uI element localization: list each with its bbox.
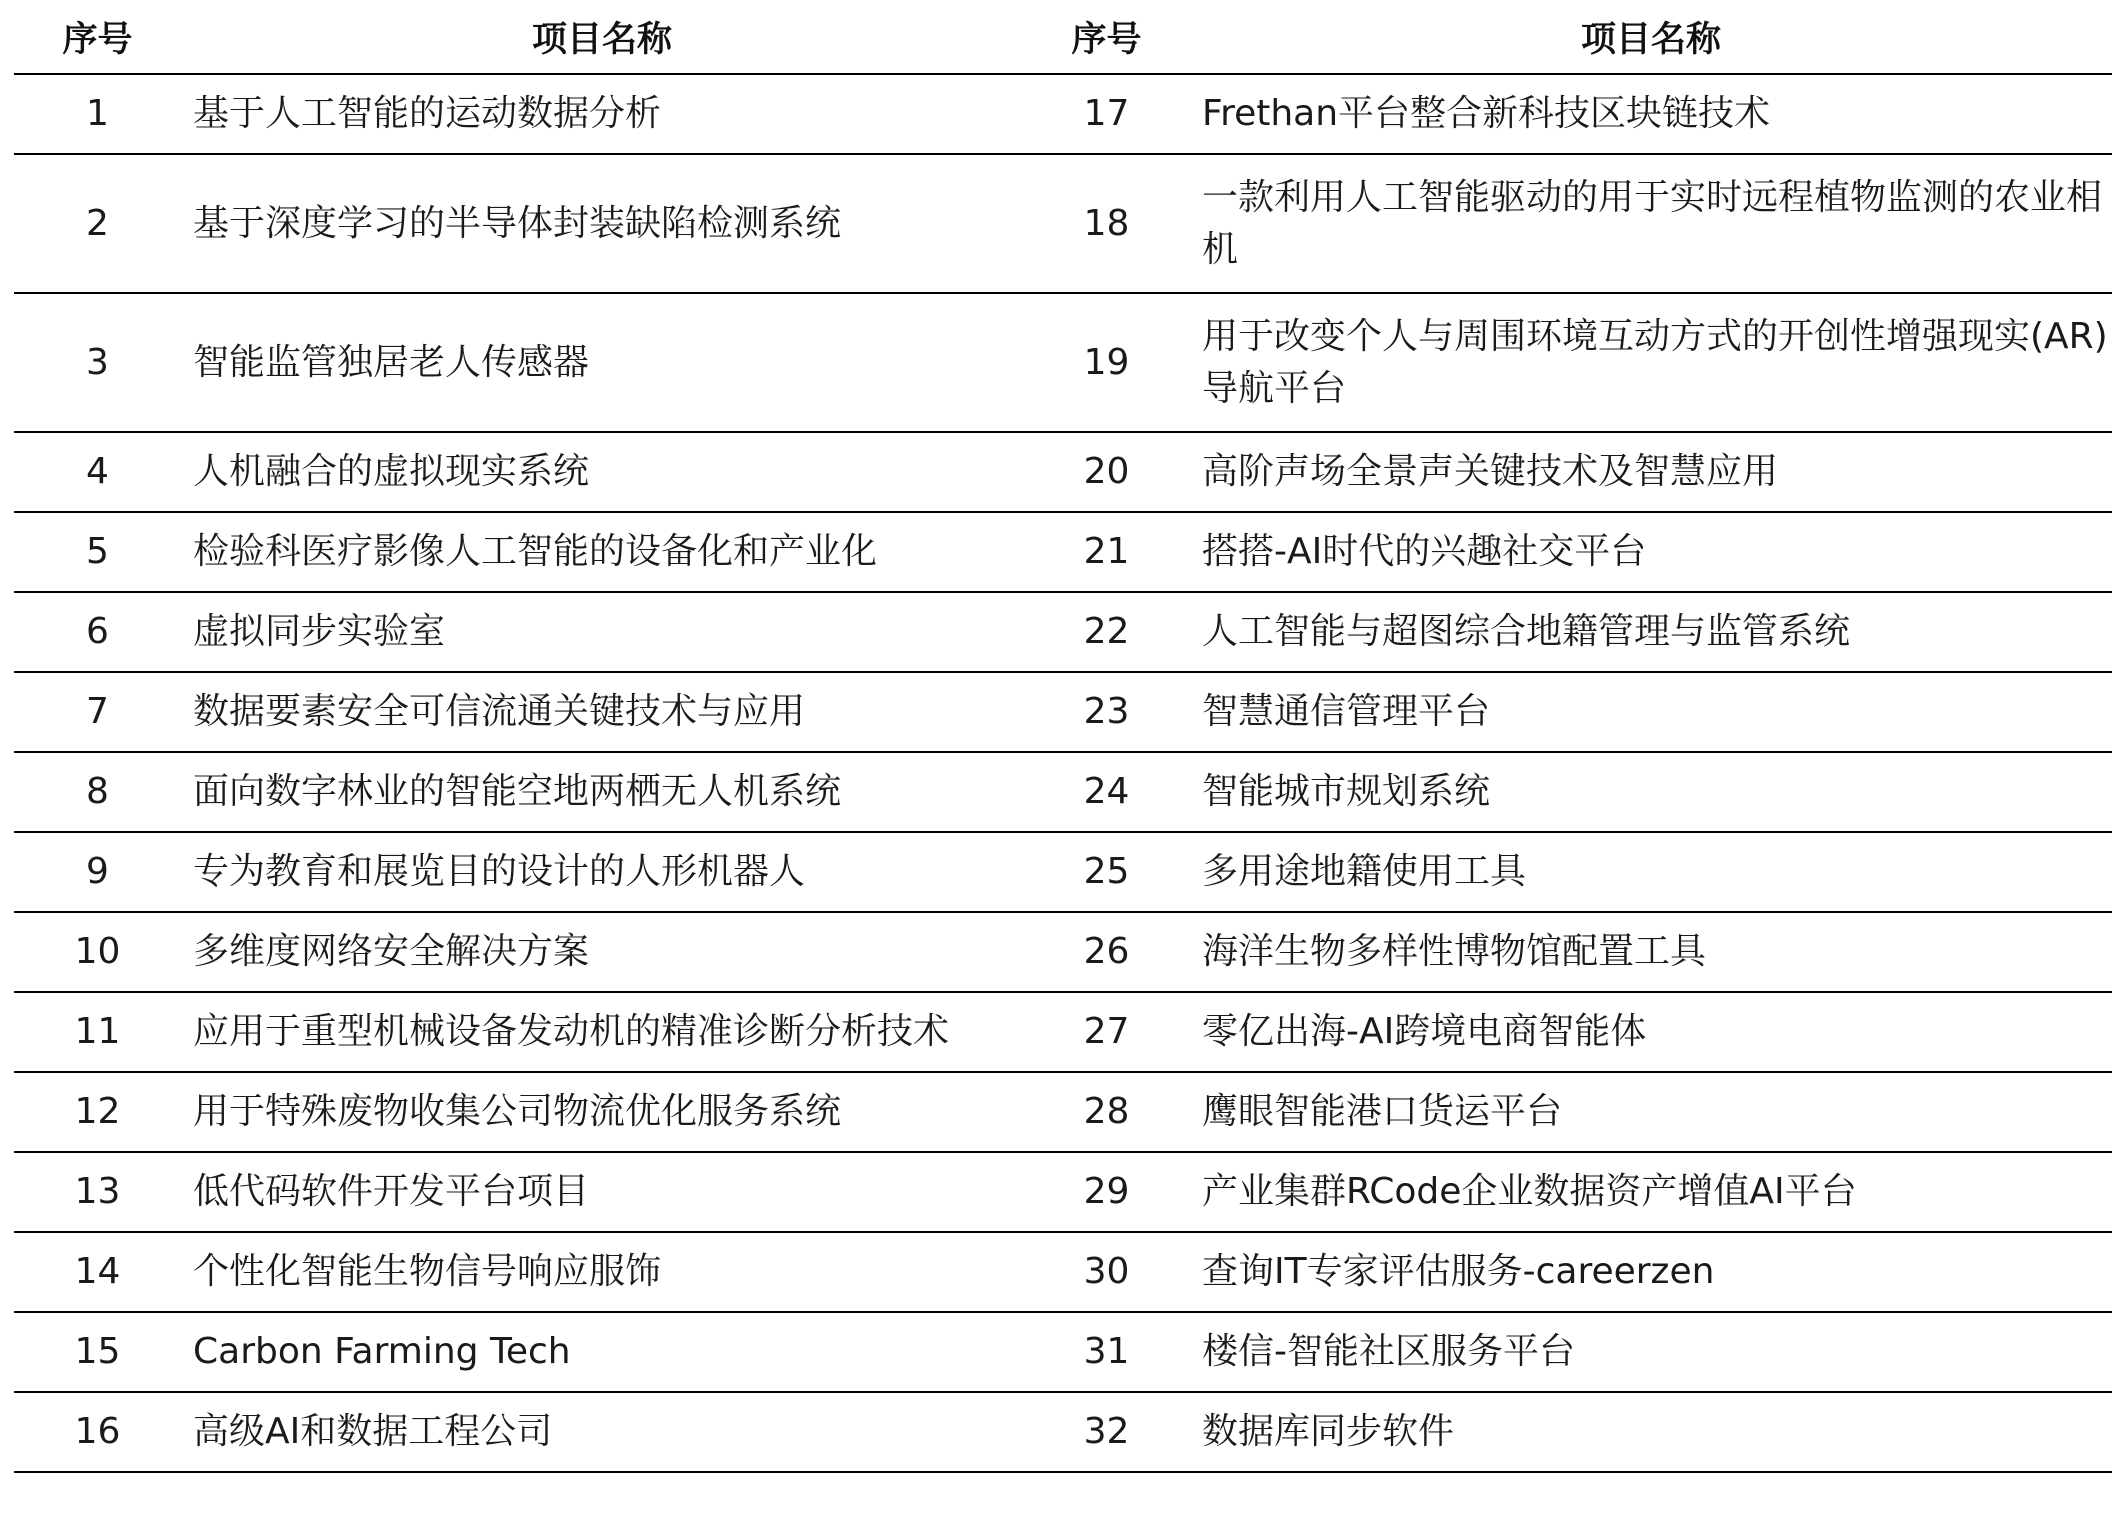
row-num-right: 23	[1023, 672, 1190, 752]
row-name-right: 数据库同步软件	[1190, 1392, 2112, 1472]
row-num-left: 4	[14, 432, 181, 512]
row-name-right: 一款利用人工智能驱动的用于实时远程植物监测的农业相机	[1190, 154, 2112, 293]
row-num-right: 31	[1023, 1312, 1190, 1392]
header-name-right: 项目名称	[1190, 0, 2112, 74]
row-name-right: 产业集群RCode企业数据资产增值AI平台	[1190, 1152, 2112, 1232]
row-name-left: 用于特殊废物收集公司物流优化服务系统	[181, 1072, 1023, 1152]
row-name-left: 智能监管独居老人传感器	[181, 293, 1023, 432]
row-name-left: 高级AI和数据工程公司	[181, 1392, 1023, 1472]
row-num-left: 13	[14, 1152, 181, 1232]
row-num-right: 30	[1023, 1232, 1190, 1312]
row-name-right: 楼信-智能社区服务平台	[1190, 1312, 2112, 1392]
row-name-left: 数据要素安全可信流通关键技术与应用	[181, 672, 1023, 752]
row-name-right: 搭搭-AI时代的兴趣社交平台	[1190, 512, 2112, 592]
table-row	[14, 74, 2112, 154]
row-name-left: 多维度网络安全解决方案	[181, 912, 1023, 992]
table-row	[14, 1312, 2112, 1392]
row-name-left: 基于人工智能的运动数据分析	[181, 74, 1023, 154]
table-row	[14, 1392, 2112, 1472]
row-num-right: 18	[1023, 154, 1190, 293]
row-name-right: 多用途地籍使用工具	[1190, 832, 2112, 912]
row-num-left: 1	[14, 74, 181, 154]
table-row	[14, 672, 2112, 752]
row-name-right: 智慧通信管理平台	[1190, 672, 2112, 752]
row-num-right: 26	[1023, 912, 1190, 992]
row-num-left: 11	[14, 992, 181, 1072]
row-name-right: 人工智能与超图综合地籍管理与监管系统	[1190, 592, 2112, 672]
header-num-left: 序号	[14, 0, 181, 74]
row-num-right: 19	[1023, 293, 1190, 432]
row-num-right: 21	[1023, 512, 1190, 592]
table-row	[14, 293, 2112, 432]
row-num-left: 12	[14, 1072, 181, 1152]
row-name-right: 零亿出海-AI跨境电商智能体	[1190, 992, 2112, 1072]
row-name-left: 个性化智能生物信号响应服饰	[181, 1232, 1023, 1312]
row-name-left: 应用于重型机械设备发动机的精准诊断分析技术	[181, 992, 1023, 1072]
table-row	[14, 512, 2112, 592]
header-row	[14, 0, 2112, 74]
row-num-right: 20	[1023, 432, 1190, 512]
row-num-left: 14	[14, 1232, 181, 1312]
row-num-left: 15	[14, 1312, 181, 1392]
table-row	[14, 992, 2112, 1072]
row-num-right: 22	[1023, 592, 1190, 672]
row-num-left: 6	[14, 592, 181, 672]
row-name-left: 低代码软件开发平台项目	[181, 1152, 1023, 1232]
table-row	[14, 752, 2112, 832]
row-name-left: 检验科医疗影像人工智能的设备化和产业化	[181, 512, 1023, 592]
project-table	[14, 0, 2112, 1473]
row-name-left: 面向数字林业的智能空地两栖无人机系统	[181, 752, 1023, 832]
row-num-left: 5	[14, 512, 181, 592]
row-num-left: 10	[14, 912, 181, 992]
row-num-left: 9	[14, 832, 181, 912]
table-row	[14, 432, 2112, 512]
row-name-left: 人机融合的虚拟现实系统	[181, 432, 1023, 512]
table-row	[14, 1152, 2112, 1232]
row-num-right: 28	[1023, 1072, 1190, 1152]
table-row	[14, 592, 2112, 672]
table-body	[14, 74, 2112, 1472]
row-name-right: 用于改变个人与周围环境互动方式的开创性增强现实(AR)导航平台	[1190, 293, 2112, 432]
row-num-right: 29	[1023, 1152, 1190, 1232]
row-num-left: 2	[14, 154, 181, 293]
row-name-left: 基于深度学习的半导体封装缺陷检测系统	[181, 154, 1023, 293]
row-name-right: 查询IT专家评估服务-careerzen	[1190, 1232, 2112, 1312]
row-num-left: 7	[14, 672, 181, 752]
row-name-left: 虚拟同步实验室	[181, 592, 1023, 672]
row-name-left: Carbon Farming Tech	[181, 1312, 1023, 1392]
table-row	[14, 154, 2112, 293]
table-row	[14, 1232, 2112, 1312]
table-row	[14, 1072, 2112, 1152]
header-name-left: 项目名称	[181, 0, 1023, 74]
row-num-left: 16	[14, 1392, 181, 1472]
row-num-left: 8	[14, 752, 181, 832]
row-name-right: 高阶声场全景声关键技术及智慧应用	[1190, 432, 2112, 512]
row-name-right: 鹰眼智能港口货运平台	[1190, 1072, 2112, 1152]
row-name-right: Frethan平台整合新科技区块链技术	[1190, 74, 2112, 154]
row-num-right: 32	[1023, 1392, 1190, 1472]
row-num-left: 3	[14, 293, 181, 432]
row-num-right: 24	[1023, 752, 1190, 832]
table-row	[14, 832, 2112, 912]
row-num-right: 27	[1023, 992, 1190, 1072]
row-name-left: 专为教育和展览目的设计的人形机器人	[181, 832, 1023, 912]
row-name-right: 海洋生物多样性博物馆配置工具	[1190, 912, 2112, 992]
table-row	[14, 912, 2112, 992]
row-num-right: 17	[1023, 74, 1190, 154]
row-num-right: 25	[1023, 832, 1190, 912]
header-num-right: 序号	[1023, 0, 1190, 74]
table-header	[14, 0, 2112, 74]
row-name-right: 智能城市规划系统	[1190, 752, 2112, 832]
